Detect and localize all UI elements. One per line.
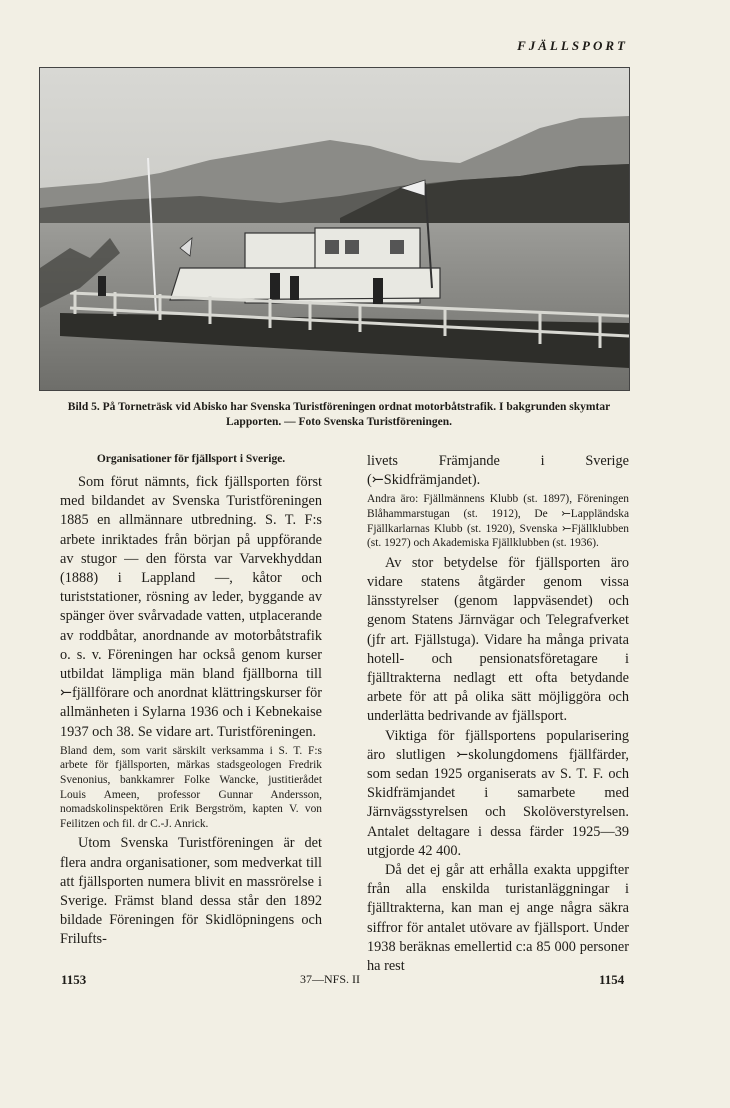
paragraph: Då det ej går att erhålla exakta uppgifter från alla enskilda turistanläggningar i fjälltrakterna, kan man ej ange några säkra siffror för antalet utövare av fjällsport. Under 1938 beräknas emellertid c:a 85 000 personer ha rest [367, 862, 629, 975]
page-number-right: 1154 [599, 972, 625, 987]
page-number-left: 1153 [61, 972, 87, 987]
landscape-photo-icon [40, 68, 629, 390]
signature-mark: 37—NFS. II [300, 972, 361, 986]
paragraph: Viktiga för fjällsportens popularisering äro slutligen ⤚skolungdomens fjällfärder, som sedan 1925 organiserats av S. T. F. och Skidfrämjandet i samarbete med Järnvägsstyrelsen och Skolöverstyrelsen. Antalet deltagare i dessa färder 1925—39 utgjorde 42 400. [367, 727, 629, 859]
section-heading: Organisationer för fjällsport i Sverige. [96, 453, 286, 465]
paragraph: Utom Svenska Turistföreningen är det flera andra organisationer, som medverkat till att fjällsporten numera blivit en massrörelse i Sverige. Främst bland dessa står den 1892 bildade Föreningen för Skidlöpningens och Frilufts- [60, 835, 322, 948]
running-head: FJÄLLSPORT [517, 38, 628, 53]
left-column [60, 452, 322, 950]
paragraph: Av stor betydelse för fjällsporten äro vidare statens åtgärder genom vissa länsstyrelser (genom lappväsendet) och genom Statens Järnvägar och Telegrafverket (jfr art. Fjällstuga). Vidare ha många privata hotell- och pensionatsföretagare i fjälltrakterna nedlagt ett ofta betydande arbete för att på olika sätt möjliggöra och underlätta bedrivande av fjällsport. [367, 554, 629, 725]
small-paragraph: Bland dem, som varit särskilt verksamma i S. T. F:s arbete för fjällsporten, märkas stadsgeologen Fredrik Svenonius, bankkamrer Folke Wancke, justitierådet Louis Ameen, professor Gunnar Andersson, nomadskolinspektören Erik Bergström, kapten V. von Feilitzen och fil. dr C.-J. Anrick. [60, 744, 322, 830]
right-column [367, 452, 629, 976]
paragraph: Som förut nämnts, fick fjällsporten först med bildandet av Svenska Turistföreningen 1885 en allmännare utbredning. S. T. F:s arbete inriktades från början på uppförande av stugor — den första var Varvekhyddan (1888) i Lappland —, kåtor och turiststationer, rösning av leder, byggande av spänger över svårvadade vatten, utplacerande av roddbåtar, anordnande av motorbåtstrafik o. s. v. Föreningen har också genom kurser utbildat lämpliga män bland fjällborna till ⤚fjällförare och anordnat klättringskurser för allmänheten i Sylarna 1936 och i Kebnekaise 1937 och 38. Se vidare art. Turistföreningen. [60, 474, 322, 740]
photo-torneträsk-boat [39, 67, 630, 391]
photo-caption: Bild 5. På Torneträsk vid Abisko har Svenska Turistföreningen ordnat motorbåtstrafik. I bakgrunden skymtar Lapporten. — Foto Svenska Turistföreningen. [67, 401, 611, 428]
small-paragraph: Andra äro: Fjällmännens Klubb (st. 1897), Föreningen Blåhammarstugan (st. 1912), De ⤚Lappländska Fjällkarlarnas Klubb (st. 1920), Svenska ⤚Fjällklubben (st. 1927) och Akademiska Fjällklubben (st. 1936). [367, 493, 629, 550]
paragraph: livets Främjande i Sverige (⤚Skidfrämjandet). [367, 453, 629, 489]
